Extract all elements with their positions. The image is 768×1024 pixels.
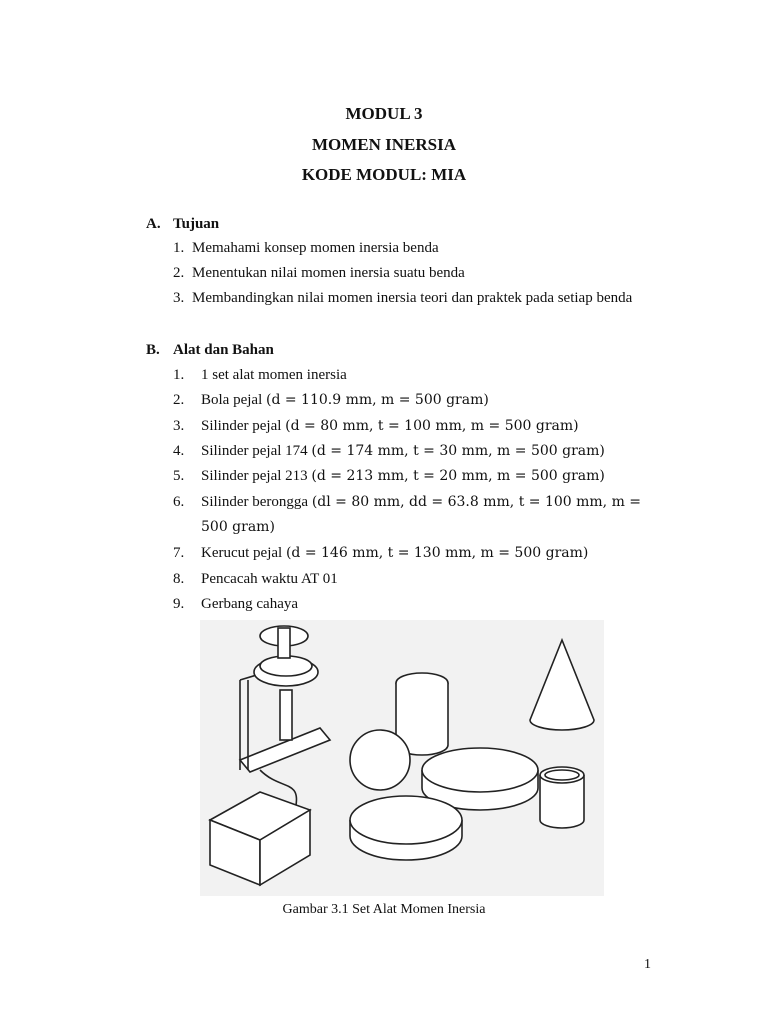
item-text: Silinder pejal 213: [201, 468, 308, 484]
spindle: [278, 628, 290, 658]
item-number: 2.: [173, 265, 185, 281]
turntable-top: [260, 656, 312, 676]
section-a-title: Tujuan: [173, 216, 220, 232]
stand-column: [280, 690, 292, 740]
item-number: 8.: [173, 571, 185, 587]
item-number: 4.: [173, 443, 185, 459]
section-b-heading: [146, 342, 274, 359]
item-number: 3.: [173, 418, 185, 434]
item-text: Kerucut pejal: [201, 545, 283, 561]
section-b-title: Alat dan Bahan: [173, 342, 274, 358]
equipment-item: [173, 468, 605, 485]
equipment-item: [173, 367, 347, 384]
item-text: Membandingkan nilai momen inersia teori dan praktek pada setiap benda: [192, 290, 633, 306]
item-spec: (d = 80 mm, t = 100 mm, m = 500 gram): [285, 418, 579, 434]
item-text: Bola pejal: [201, 392, 263, 408]
figure-caption: Gambar 3.1 Set Alat Momen Inersia: [282, 902, 486, 917]
section-a-letter: A.: [146, 216, 161, 232]
module-number: MODUL 3: [345, 104, 423, 123]
equipment-item-continuation: [201, 519, 275, 536]
equipment-item: [173, 571, 338, 588]
equipment-item: [173, 494, 641, 511]
item-text: Silinder berongga: [201, 494, 309, 510]
solid-cone: [530, 640, 594, 730]
item-number: 1.: [173, 240, 185, 256]
item-number: 2.: [173, 392, 185, 408]
item-number: 3.: [173, 290, 185, 306]
item-text: Gerbang cahaya: [201, 596, 299, 612]
item-number: 7.: [173, 545, 185, 561]
section-b-letter: B.: [146, 342, 160, 358]
module-code: KODE MODUL: MIA: [301, 165, 467, 184]
item-text: 1 set alat momen inersia: [201, 367, 347, 383]
module-title: MOMEN INERSIA: [311, 135, 457, 154]
medium-disc: [350, 796, 462, 844]
item-text: Pencacah waktu AT 01: [201, 571, 338, 587]
item-number: 9.: [173, 596, 185, 612]
item-spec: (d = 213 mm, t = 20 mm, m = 500 gram): [311, 468, 605, 484]
solid-sphere: [350, 730, 410, 790]
equipment-item: [173, 545, 588, 562]
objective-item: [173, 290, 632, 307]
page-number: 1: [644, 957, 651, 972]
equipment-item: [173, 392, 489, 409]
item-number: 5.: [173, 468, 185, 484]
item-number: 1.: [173, 367, 185, 383]
item-spec: (dl = 80 mm, dd = 63.8 mm, t = 100 mm, m =: [311, 494, 642, 510]
equipment-illustration: [200, 620, 604, 896]
item-spec: (d = 174 mm, t = 30 mm, m = 500 gram): [311, 443, 605, 459]
objective-item: [173, 265, 465, 282]
equipment-item: [173, 418, 579, 435]
item-text: Menentukan nilai momen inersia suatu benda: [192, 265, 465, 281]
large-disc: [422, 748, 538, 792]
objective-item: [173, 240, 439, 257]
item-text: Silinder pejal 174: [201, 443, 308, 459]
equipment-item: [173, 596, 298, 613]
section-a-heading: [146, 216, 219, 233]
item-number: 6.: [173, 494, 185, 510]
item-spec: (d = 110.9 mm, m = 500 gram): [265, 392, 489, 408]
item-text: Silinder pejal: [201, 418, 282, 434]
equipment-item: [173, 443, 605, 460]
item-spec-continued: 500 gram): [201, 519, 275, 535]
item-text: Memahami konsep momen inersia benda: [192, 240, 439, 256]
equipment-figure: [200, 620, 604, 896]
hollow-cylinder-inner: [545, 770, 579, 780]
item-spec: (d = 146 mm, t = 130 mm, m = 500 gram): [285, 545, 589, 561]
